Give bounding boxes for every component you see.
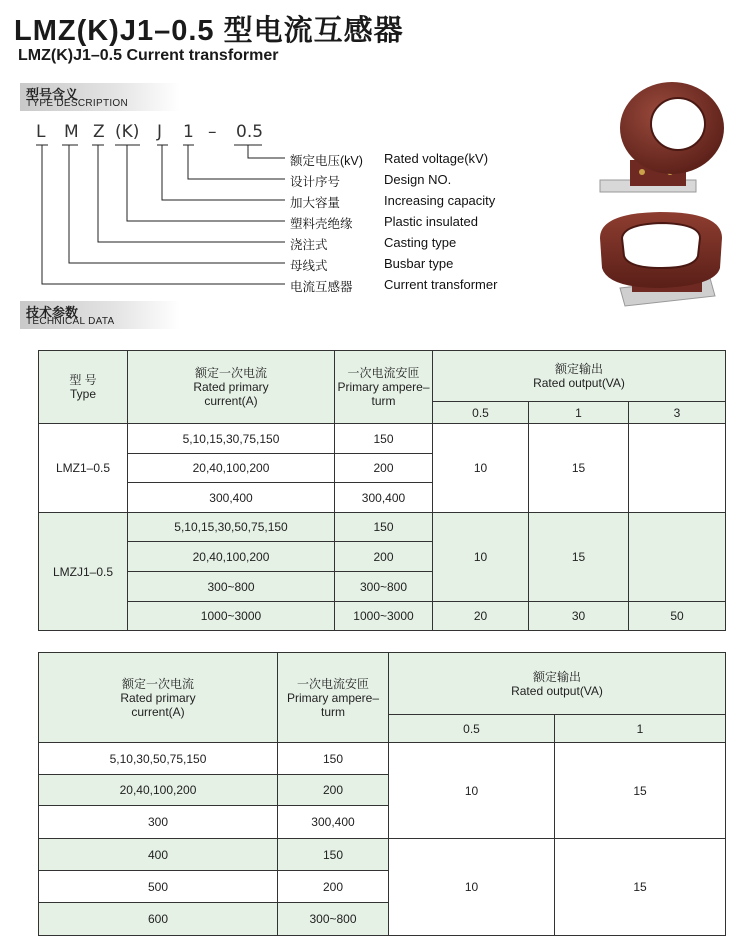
ampere-turn-cell: 200 bbox=[335, 454, 433, 483]
header-primary-ampere-turn bbox=[335, 351, 433, 424]
output-cell: 50 bbox=[629, 602, 726, 631]
ampere-turn-cell: 150 bbox=[335, 513, 433, 542]
header-type bbox=[39, 351, 128, 424]
header-output-en: Rated output(VA) bbox=[533, 376, 625, 390]
type-description-heading-zh: 型号含义 bbox=[26, 87, 79, 102]
output-cell: 20 bbox=[433, 602, 529, 631]
current-cell: 300~800 bbox=[128, 572, 335, 602]
output-cell: 15 bbox=[529, 424, 629, 513]
model-letter: Z bbox=[93, 122, 105, 142]
current-cell: 20,40,100,200 bbox=[128, 542, 335, 572]
page-title: LMZ(K)J1–0.5 型电流互感器 bbox=[14, 15, 404, 47]
current-cell: 5,10,15,30,75,150 bbox=[128, 424, 335, 454]
header-output-col: 1 bbox=[555, 715, 726, 743]
model-letter: M bbox=[64, 122, 79, 142]
output-cell bbox=[629, 424, 726, 513]
ampere-turn-cell: 300~800 bbox=[335, 572, 433, 602]
header-type-zh: 型 号 bbox=[69, 373, 97, 387]
model-letter: (K) bbox=[115, 122, 140, 142]
header-output-col: 1 bbox=[529, 402, 629, 424]
technical-data-heading-en: TECHNICAL DATA bbox=[26, 316, 115, 327]
header-output-zh: 额定输出 bbox=[533, 669, 582, 684]
type-cell: LMZ1–0.5 bbox=[39, 424, 128, 513]
legend-en: Increasing capacity bbox=[384, 193, 496, 208]
header-current-en: Rated primary current(A) bbox=[120, 690, 196, 719]
legend-zh: 设计序号 bbox=[290, 175, 341, 189]
header-rated-primary-current bbox=[128, 351, 335, 424]
header-ampere-zh: 一次电流安匝 bbox=[347, 366, 420, 380]
page-subtitle: LMZ(K)J1–0.5 Current transformer bbox=[18, 47, 279, 64]
technical-data-table-1 bbox=[38, 350, 726, 631]
technical-data-table-2 bbox=[38, 652, 726, 936]
legend-zh: 额定电压(kV) bbox=[290, 154, 363, 168]
model-letter: L bbox=[36, 122, 46, 142]
model-letter: J bbox=[157, 122, 163, 142]
header-output-zh: 额定输出 bbox=[555, 362, 604, 376]
header-rated-primary-current bbox=[39, 653, 278, 743]
header-current-zh: 额定一次电流 bbox=[121, 676, 194, 691]
legend-zh: 塑料壳绝缘 bbox=[290, 217, 353, 231]
legend-zh: 电流互感器 bbox=[290, 280, 353, 294]
legend-zh: 加大容量 bbox=[290, 196, 341, 210]
header-output-col: 3 bbox=[629, 402, 726, 424]
legend-zh: 浇注式 bbox=[290, 238, 328, 252]
type-description-heading-en: TYPE DESCRIPTION bbox=[26, 98, 129, 109]
ampere-turn-cell: 150 bbox=[278, 743, 389, 775]
output-cell bbox=[629, 513, 726, 602]
model-letter: – bbox=[208, 122, 217, 142]
header-output-en: Rated output(VA) bbox=[511, 683, 603, 698]
header-ampere-zh: 一次电流安匝 bbox=[296, 676, 369, 691]
ampere-turn-cell: 200 bbox=[278, 871, 389, 903]
ampere-turn-cell: 200 bbox=[278, 775, 389, 806]
output-cell: 15 bbox=[555, 743, 726, 839]
current-cell: 5,10,30,50,75,150 bbox=[39, 743, 278, 775]
current-cell: 300 bbox=[39, 806, 278, 839]
model-letter: 1 bbox=[183, 122, 194, 142]
current-cell: 20,40,100,200 bbox=[39, 775, 278, 806]
output-cell: 10 bbox=[433, 424, 529, 513]
output-cell: 15 bbox=[555, 839, 726, 936]
header-output-col: 0.5 bbox=[389, 715, 555, 743]
current-cell: 600 bbox=[39, 903, 278, 936]
header-primary-ampere-turn bbox=[278, 653, 389, 743]
product-photo-window-transformer bbox=[590, 208, 735, 313]
legend-en: Casting type bbox=[384, 235, 457, 250]
header-current-zh: 额定一次电流 bbox=[194, 366, 267, 380]
output-cell: 10 bbox=[389, 839, 555, 936]
ampere-turn-cell: 1000~3000 bbox=[335, 602, 433, 631]
model-code-leader-lines bbox=[0, 0, 300, 300]
output-cell: 10 bbox=[389, 743, 555, 839]
legend-en: Plastic insulated bbox=[384, 214, 478, 229]
legend-en: Current transformer bbox=[384, 277, 498, 292]
output-cell: 30 bbox=[529, 602, 629, 631]
model-letter: 0.5 bbox=[236, 122, 264, 142]
technical-data-heading bbox=[20, 301, 180, 329]
legend-en: Rated voltage(kV) bbox=[384, 151, 489, 166]
header-type-en: Type bbox=[69, 387, 96, 401]
header-output-col: 0.5 bbox=[433, 402, 529, 424]
output-cell: 15 bbox=[529, 513, 629, 602]
ampere-turn-cell: 300~800 bbox=[278, 903, 389, 936]
current-cell: 5,10,15,30,50,75,150 bbox=[128, 513, 335, 542]
ampere-turn-cell: 150 bbox=[335, 424, 433, 454]
ampere-turn-cell: 200 bbox=[335, 542, 433, 572]
header-ampere-en: Primary ampere–turm bbox=[337, 380, 430, 408]
legend-en: Design NO. bbox=[384, 172, 452, 187]
current-cell: 300,400 bbox=[128, 483, 335, 513]
product-photo-ring-transformer bbox=[592, 80, 732, 200]
current-cell: 20,40,100,200 bbox=[128, 454, 335, 483]
header-current-en: Rated primary current(A) bbox=[193, 380, 269, 408]
legend-en: Busbar type bbox=[384, 256, 454, 271]
technical-data-heading-zh: 技术参数 bbox=[26, 305, 79, 320]
legend-zh: 母线式 bbox=[290, 259, 328, 273]
type-cell: LMZJ1–0.5 bbox=[39, 513, 128, 631]
ampere-turn-cell: 150 bbox=[278, 839, 389, 871]
header-rated-output bbox=[433, 351, 726, 402]
current-cell: 1000~3000 bbox=[128, 602, 335, 631]
header-ampere-en: Primary ampere–turm bbox=[286, 690, 380, 719]
current-cell: 500 bbox=[39, 871, 278, 903]
ampere-turn-cell: 300,400 bbox=[278, 806, 389, 839]
current-cell: 400 bbox=[39, 839, 278, 871]
ampere-turn-cell: 300,400 bbox=[335, 483, 433, 513]
header-rated-output bbox=[389, 653, 726, 715]
output-cell: 10 bbox=[433, 513, 529, 602]
